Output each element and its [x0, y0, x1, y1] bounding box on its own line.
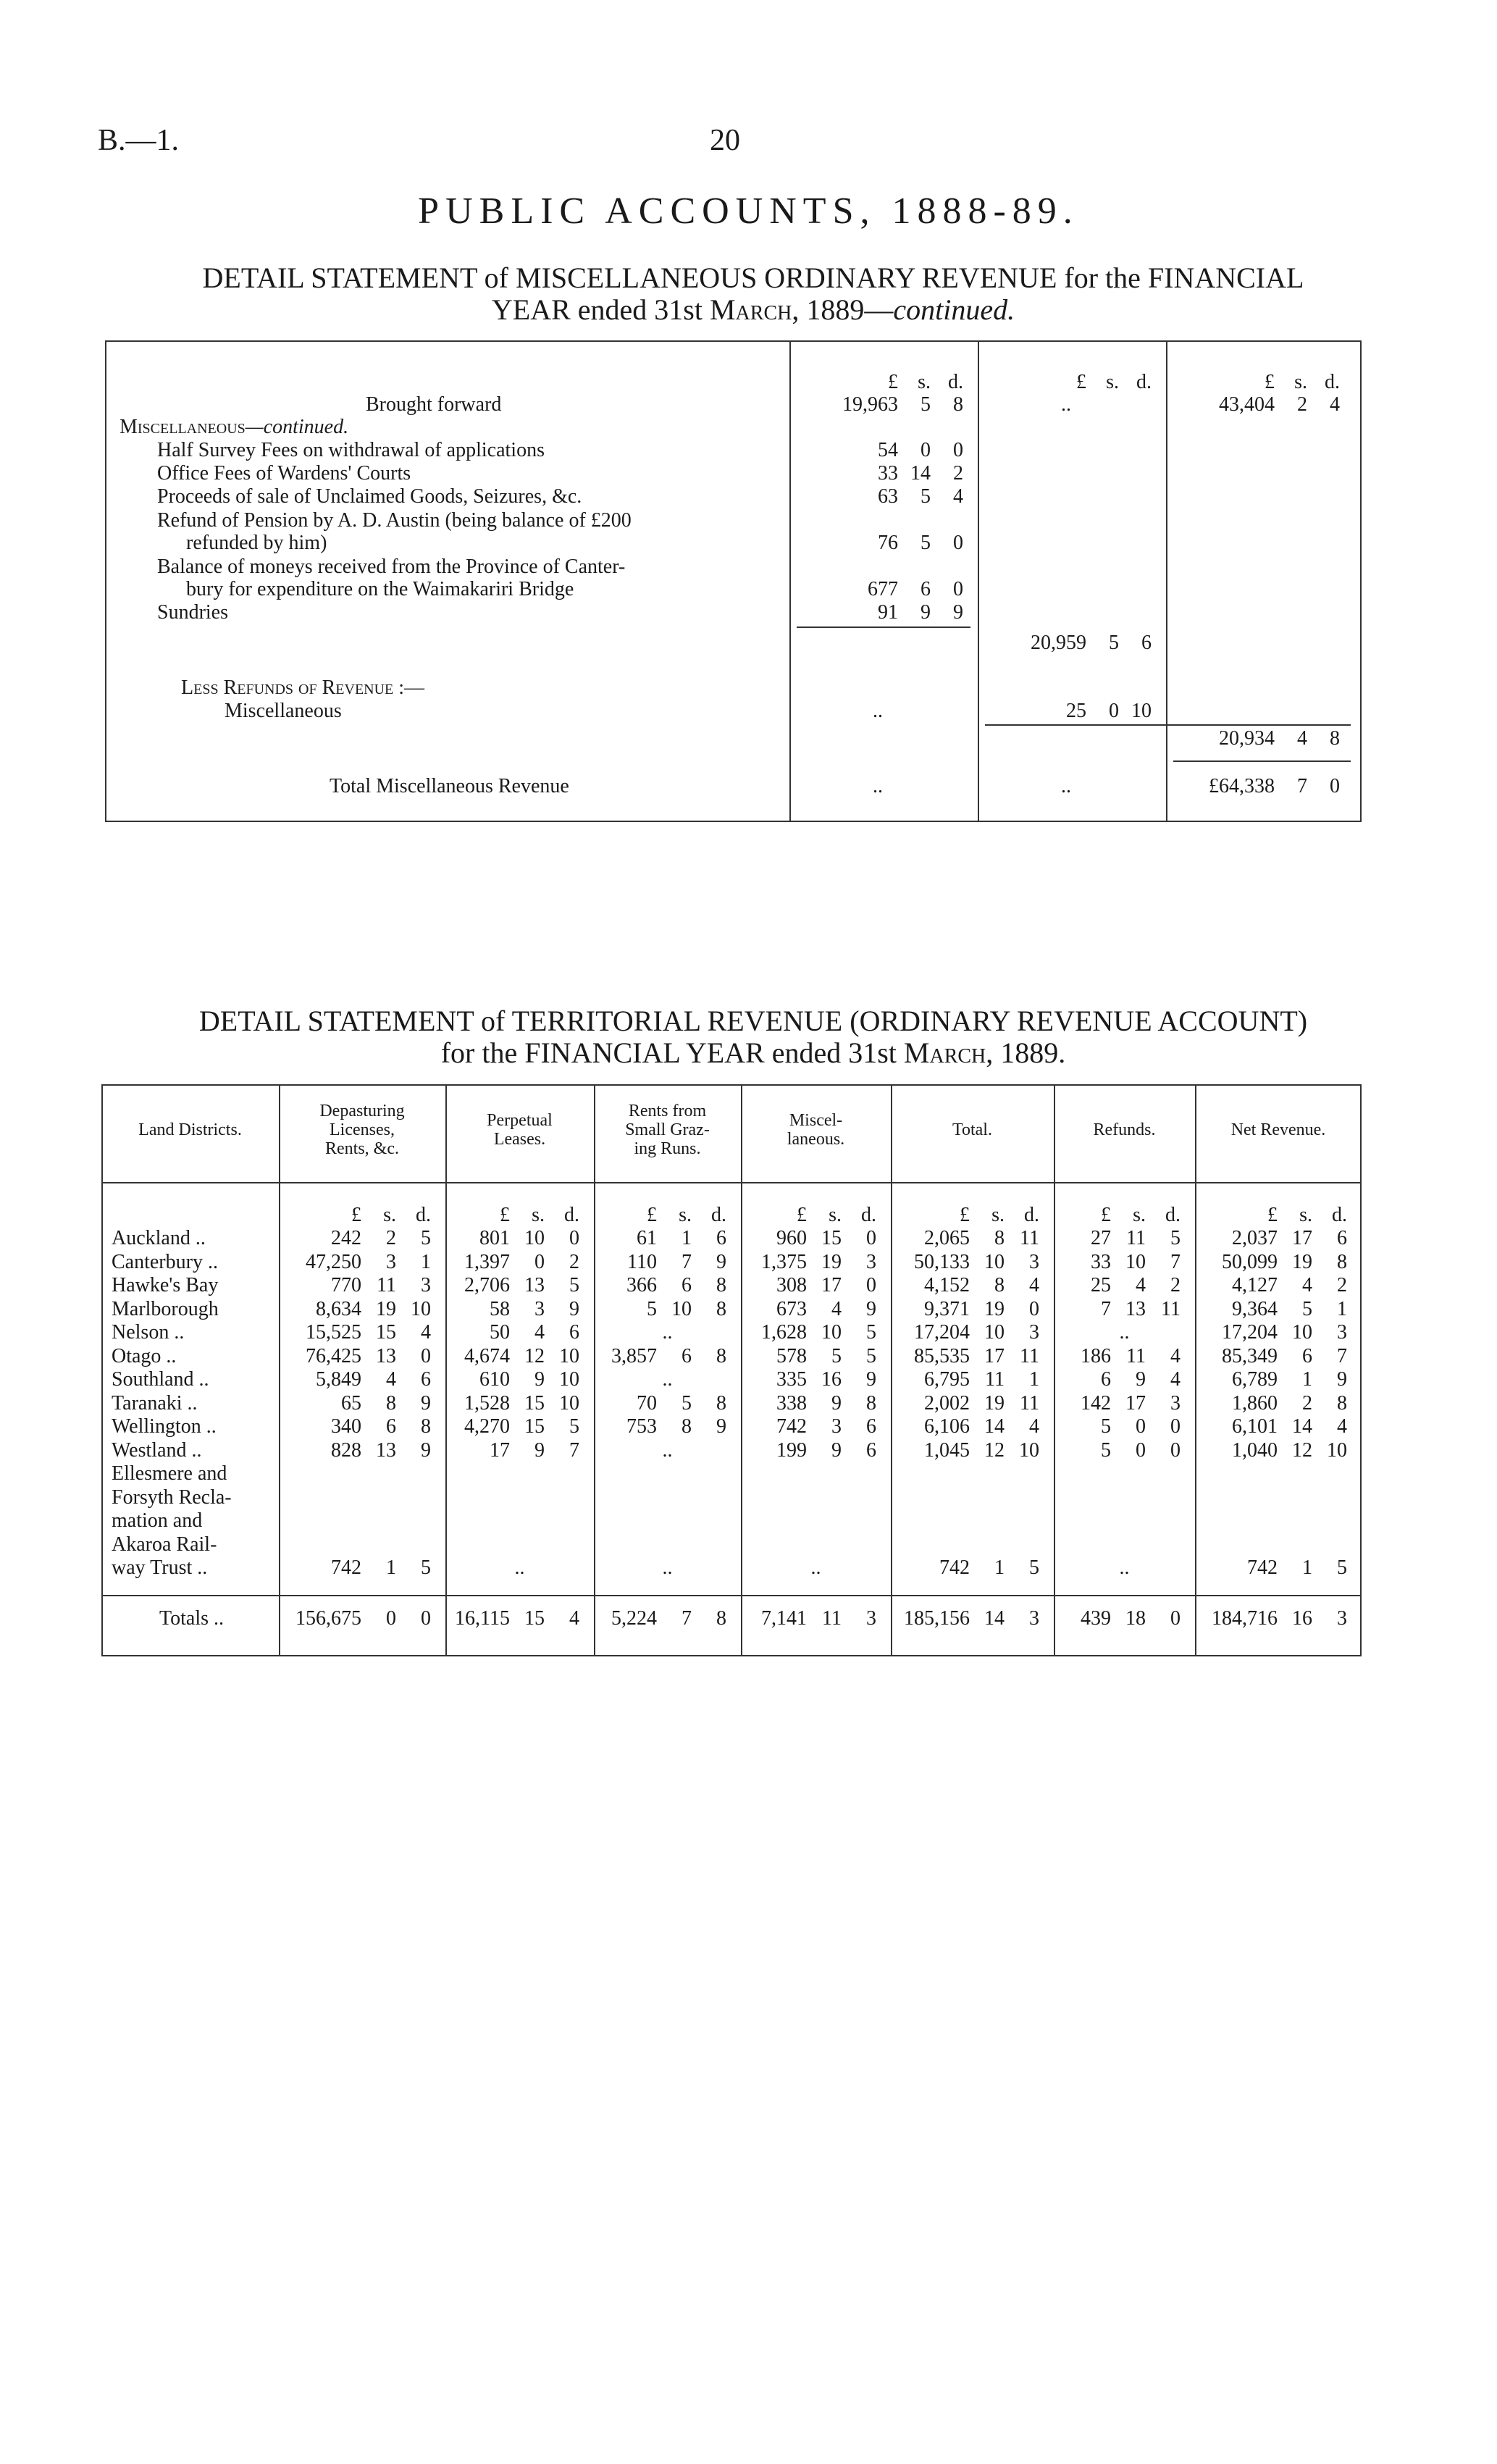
- column-header-line: Refunds.: [1093, 1120, 1156, 1139]
- amount-cell: 70 5 8: [637, 1391, 726, 1415]
- column-header-line: laneous.: [787, 1129, 845, 1149]
- item-label: Half Survey Fees on withdrawal of applications: [157, 439, 545, 461]
- totals-cell: 184,716 16 3: [1212, 1607, 1347, 1630]
- amount-cell: 15,525 15 4: [306, 1321, 431, 1344]
- amount-cell: 4,152 8 4: [924, 1274, 1039, 1296]
- amount-cell: 340 6 8: [331, 1415, 431, 1438]
- item-amount: 76 5 0: [878, 532, 963, 554]
- amount-cell: 1,628 10 5: [761, 1321, 876, 1344]
- amount-cell: 673 4 9: [776, 1297, 876, 1320]
- amount-cell: 186 11 4: [1081, 1344, 1181, 1367]
- amount-cell: ..: [514, 1556, 525, 1579]
- amount-cell: 5,849 4 6: [316, 1368, 431, 1391]
- amount-cell: 4,270 15 5: [464, 1415, 579, 1438]
- amount-cell: ..: [662, 1321, 673, 1344]
- amount-cell: 27 11 5: [1091, 1227, 1181, 1249]
- total-label: Total Miscellaneous Revenue: [330, 775, 569, 797]
- amount-cell: 5 0 0: [1101, 1415, 1181, 1438]
- amount-cell: ..: [662, 1368, 673, 1391]
- column-header-line: Miscel-: [789, 1110, 843, 1130]
- district-name: Southland ..: [112, 1368, 209, 1391]
- amount-cell: 1,375 19 3: [761, 1250, 876, 1273]
- amount-cell: 7 13 11: [1101, 1297, 1181, 1320]
- currency-header: £ s. d.: [797, 1204, 876, 1226]
- misc-statement-title-line2: YEAR ended 31st March, 1889—continued.: [491, 293, 1015, 326]
- amount-cell: 4,674 12 10: [464, 1344, 579, 1367]
- currency-header: £ s. d.: [1267, 1204, 1347, 1226]
- amount-cell: 366 6 8: [626, 1274, 726, 1296]
- column-header-line: Land Districts.: [138, 1120, 242, 1139]
- amount-cell: 17 9 7: [490, 1438, 579, 1462]
- net-amount: 20,934 4 8: [1219, 727, 1340, 750]
- district-name-line: Ellesmere and: [112, 1462, 227, 1485]
- amount-cell: 770 11 3: [331, 1274, 431, 1296]
- column-header: [279, 1084, 445, 1175]
- amount-cell: 308 17 0: [776, 1274, 876, 1296]
- amount-cell: 65 8 9: [341, 1391, 431, 1415]
- amount-cell: 17,204 10 3: [1222, 1321, 1347, 1344]
- currency-header-col2: £ s. d.: [1076, 371, 1152, 393]
- totals-cell: 185,156 14 3: [904, 1607, 1039, 1630]
- totals-label: Totals ..: [159, 1607, 225, 1630]
- column-header-line: Rents, &c.: [325, 1139, 399, 1158]
- amount-cell: 8,634 19 10: [316, 1297, 431, 1320]
- amount-cell: 1,860 2 8: [1232, 1391, 1347, 1415]
- net-rule: [985, 724, 1351, 726]
- item-amount: 63 5 4: [878, 485, 963, 508]
- amount-cell: 199 9 6: [776, 1438, 876, 1462]
- page-code: B.—1.: [98, 124, 180, 157]
- misc-revenue-table: [105, 340, 1362, 822]
- currency-header: £ s. d.: [960, 1204, 1039, 1226]
- amount-cell: 1,045 12 10: [924, 1438, 1039, 1462]
- page-title: PUBLIC ACCOUNTS, 1888-89.: [418, 190, 1079, 232]
- amount-cell: 76,425 13 0: [306, 1344, 431, 1367]
- item-label-line2: refunded by him): [186, 532, 327, 554]
- amount-cell: 33 10 7: [1091, 1250, 1181, 1273]
- amount-cell: 5 10 8: [647, 1297, 726, 1320]
- amount-cell: 6,101 14 4: [1232, 1415, 1347, 1438]
- territorial-revenue-table: [101, 1084, 1362, 1656]
- item-amount: 91 9 9: [878, 601, 963, 624]
- district-name: Wellington ..: [112, 1415, 217, 1438]
- currency-header: £ s. d.: [1101, 1204, 1181, 1226]
- district-name-line: mation and: [112, 1509, 203, 1532]
- amount-cell: ..: [1119, 1556, 1130, 1579]
- amount-cell: 3,857 6 8: [611, 1344, 726, 1367]
- amount-cell: 50 4 6: [490, 1321, 579, 1344]
- currency-header: £ s. d.: [647, 1204, 726, 1226]
- totals-cell: 5,224 7 8: [611, 1607, 726, 1630]
- district-name: Otago ..: [112, 1344, 177, 1367]
- amount-cell: 9,371 19 0: [924, 1297, 1039, 1320]
- amount-cell: 960 15 0: [776, 1227, 876, 1249]
- district-name-line: way Trust ..: [112, 1556, 208, 1579]
- amount-cell: 335 16 9: [776, 1368, 876, 1391]
- currency-header-col1: £ s. d.: [888, 371, 963, 393]
- amount-cell: 742 1 5: [1247, 1556, 1347, 1579]
- brought-forward-col1: 19,963 5 8: [842, 393, 963, 416]
- item-label-line1: Refund of Pension by A. D. Austin (being balance of £200: [157, 509, 632, 532]
- amount-cell: 2,002 19 11: [924, 1391, 1039, 1415]
- district-name: Hawke's Bay: [112, 1274, 219, 1296]
- currency-header: £ s. d.: [500, 1204, 579, 1226]
- amount-cell: 1,040 12 10: [1232, 1438, 1347, 1462]
- amount-cell: 85,535 17 11: [914, 1344, 1039, 1367]
- total-col1: ..: [873, 775, 883, 797]
- subtotal-rule: [797, 627, 970, 628]
- section-label: Miscellaneous—continued.: [119, 416, 349, 438]
- column-header-line: Rents from: [628, 1101, 707, 1120]
- district-name-line: Akaroa Rail-: [112, 1533, 217, 1556]
- amount-cell: 801 10 0: [479, 1227, 579, 1249]
- brought-forward-col3: 43,404 2 4: [1219, 393, 1340, 416]
- district-name: Auckland ..: [112, 1227, 206, 1249]
- misc-statement-title-line1: DETAIL STATEMENT of MISCELLANEOUS ORDINARY REVENUE for the FINANCIAL: [202, 261, 1304, 294]
- refund-item-col1: ..: [873, 700, 883, 722]
- amount-cell: ..: [810, 1556, 821, 1579]
- total-rule: [1173, 760, 1351, 762]
- amount-cell: 578 5 5: [776, 1344, 876, 1367]
- territorial-statement-title-line2: for the FINANCIAL YEAR ended 31st March, 1889.: [440, 1036, 1066, 1069]
- amount-cell: 142 17 3: [1081, 1391, 1181, 1415]
- column-header: [1054, 1084, 1195, 1175]
- territorial-statement-title-line1: DETAIL STATEMENT of TERRITORIAL REVENUE (ORDINARY REVENUE ACCOUNT): [198, 1005, 1308, 1037]
- brought-forward-col2: ..: [1061, 393, 1071, 416]
- totals-cell: 16,115 15 4: [455, 1607, 579, 1630]
- amount-cell: 2,037 17 6: [1232, 1227, 1347, 1249]
- total-col2: ..: [1061, 775, 1071, 797]
- amount-cell: ..: [662, 1556, 673, 1579]
- amount-cell: 742 1 5: [331, 1556, 431, 1579]
- amount-cell: 6,795 11 1: [924, 1368, 1039, 1391]
- amount-cell: 742 3 6: [776, 1415, 876, 1438]
- column-header-line: Net Revenue.: [1230, 1120, 1326, 1139]
- amount-cell: 61 1 6: [637, 1227, 726, 1249]
- amount-cell: 50,099 19 8: [1222, 1250, 1347, 1273]
- amount-cell: 9,364 5 1: [1232, 1297, 1347, 1320]
- item-label-line1: Balance of moneys received from the Province of Canter-: [157, 556, 626, 578]
- item-label: Proceeds of sale of Unclaimed Goods, Seizures, &c.: [157, 485, 582, 508]
- amount-cell: 17,204 10 3: [914, 1321, 1039, 1344]
- item-label: Sundries: [157, 601, 228, 624]
- amount-cell: 5 0 0: [1101, 1438, 1181, 1462]
- total-amount: £64,338 7 0: [1209, 775, 1340, 797]
- amount-cell: 58 3 9: [490, 1297, 579, 1320]
- amount-cell: 1,528 15 10: [464, 1391, 579, 1415]
- district-name: Westland ..: [112, 1438, 202, 1462]
- column-header-line: Licenses,: [330, 1120, 395, 1139]
- amount-cell: 47,250 3 1: [306, 1250, 431, 1273]
- amount-cell: 6 9 4: [1101, 1368, 1181, 1391]
- amount-cell: 1,397 0 2: [464, 1250, 579, 1273]
- amount-cell: 753 8 9: [626, 1415, 726, 1438]
- column-header-line: Total.: [952, 1120, 992, 1139]
- amount-cell: 742 1 5: [939, 1556, 1039, 1579]
- column-header: [741, 1084, 891, 1175]
- amount-cell: 6,106 14 4: [924, 1415, 1039, 1438]
- totals-cell: 439 18 0: [1081, 1607, 1181, 1630]
- amount-cell: 50,133 10 3: [914, 1250, 1039, 1273]
- page-number: 20: [710, 124, 740, 157]
- district-name: Nelson ..: [112, 1321, 185, 1344]
- column-header: [1195, 1084, 1362, 1175]
- district-name: Marlborough: [112, 1297, 219, 1320]
- column-header: [891, 1084, 1054, 1175]
- column-header-line: ing Runs.: [634, 1139, 701, 1158]
- brought-forward-label: Brought forward: [366, 393, 502, 416]
- amount-cell: 4,127 4 2: [1232, 1274, 1347, 1296]
- totals-cell: 156,675 0 0: [295, 1607, 431, 1630]
- amount-cell: 610 9 10: [479, 1368, 579, 1391]
- currency-header-col3: £ s. d.: [1265, 371, 1340, 393]
- item-amount: 33 14 2: [878, 462, 963, 485]
- district-name: Canterbury ..: [112, 1250, 218, 1273]
- totals-cell: 7,141 11 3: [761, 1607, 876, 1630]
- district-name-line: Forsyth Recla-: [112, 1485, 232, 1509]
- amount-cell: 85,349 6 7: [1222, 1344, 1347, 1367]
- refund-item-label: Miscellaneous: [225, 700, 342, 722]
- column-header-line: Small Graz-: [625, 1120, 710, 1139]
- column-header-line: Depasturing: [319, 1101, 405, 1120]
- amount-cell: 338 9 8: [776, 1391, 876, 1415]
- amount-cell: 110 7 9: [627, 1250, 726, 1273]
- amount-cell: 828 13 9: [331, 1438, 431, 1462]
- amount-cell: 25 4 2: [1091, 1274, 1181, 1296]
- amount-cell: ..: [662, 1438, 673, 1462]
- column-header: [445, 1084, 594, 1175]
- refund-item-amount: 25 0 10: [1066, 700, 1152, 722]
- item-label: Office Fees of Wardens' Courts: [157, 462, 411, 485]
- column-header: [594, 1084, 741, 1175]
- item-amount: 54 0 0: [878, 439, 963, 461]
- currency-header: £ s. d.: [351, 1204, 431, 1226]
- subtotal-amount: 20,959 5 6: [1031, 632, 1152, 654]
- amount-cell: 2,065 8 11: [924, 1227, 1039, 1249]
- item-amount: 677 6 0: [868, 578, 963, 600]
- amount-cell: ..: [1119, 1321, 1130, 1344]
- amount-cell: 2,706 13 5: [464, 1274, 579, 1296]
- amount-cell: 6,789 1 9: [1232, 1368, 1347, 1391]
- district-name: Taranaki ..: [112, 1391, 198, 1415]
- item-label-line2: bury for expenditure on the Waimakariri Bridge: [186, 578, 574, 600]
- column-header: [101, 1084, 279, 1175]
- column-header-line: Perpetual: [487, 1110, 553, 1130]
- column-header-line: Leases.: [493, 1129, 546, 1149]
- less-refunds-label: Less Refunds of Revenue :—: [181, 676, 425, 699]
- amount-cell: 242 2 5: [331, 1227, 431, 1249]
